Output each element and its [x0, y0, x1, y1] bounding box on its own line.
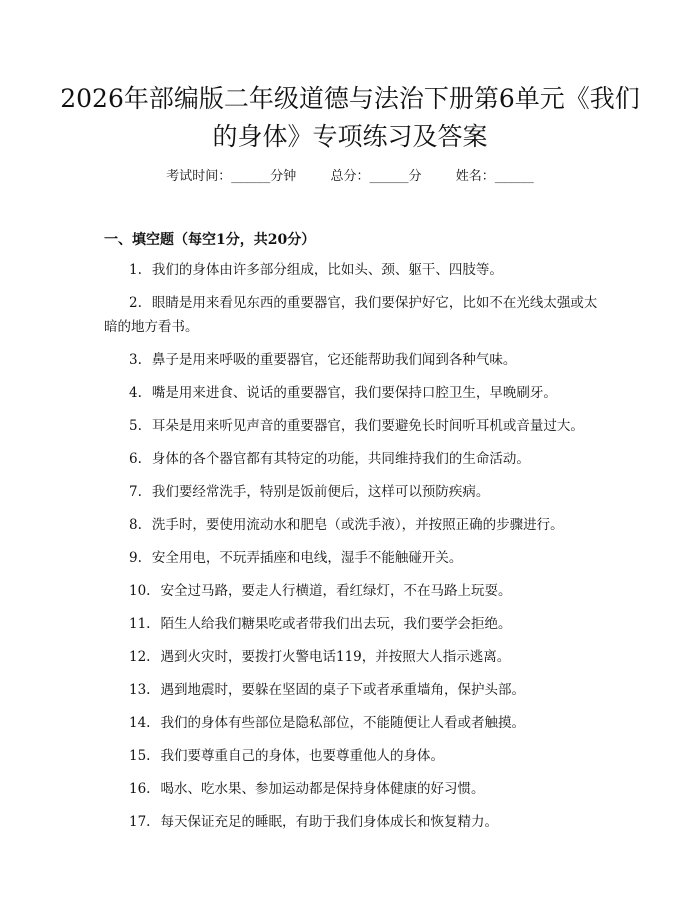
question-number: 9.: [129, 550, 142, 566]
question-number: 14.: [129, 715, 151, 731]
question-item: [104, 711, 604, 735]
question-text: 我们要经常洗手，特别是饭前便后，这样可以预防疾病。: [151, 484, 490, 500]
question-number: 3.: [129, 352, 142, 368]
question-item: [104, 612, 604, 636]
question-item: [104, 777, 604, 801]
question-text: 洗手时，要使用流动水和肥皂（或洗手液），并按照正确的步骤进行。: [151, 517, 564, 533]
question-text: 我们要尊重自己的身体，也要尊重他人的身体。: [160, 748, 444, 764]
question-text: 我们的身体有些部位是隐私部位，不能随便让人看或者触摸。: [160, 715, 525, 731]
question-number: 7.: [129, 484, 142, 500]
question-item: [104, 579, 604, 603]
question-text: 喝水、吃水果、参加运动都是保持身体健康的好习惯。: [160, 781, 485, 797]
question-text: 身体的各个器官都有其特定的功能，共同维持我们的生命活动。: [151, 451, 530, 467]
question-item: [104, 645, 604, 669]
question-item: [104, 381, 604, 405]
question-number: 4.: [129, 385, 142, 401]
question-text: 遇到火灾时，要拨打火警电话119，并按照大人指示逃离。: [160, 649, 511, 665]
question-item: [104, 546, 604, 570]
question-number: 10.: [129, 583, 151, 599]
question-number: 15.: [129, 748, 151, 764]
question-number: 16.: [129, 781, 151, 797]
question-text: 安全用电，不玩弄插座和电线，湿手不能触碰开关。: [151, 550, 463, 566]
question-number: 11.: [129, 616, 151, 632]
question-text: 我们的身体由许多部分组成，比如头、颈、躯干、四肢等。: [151, 262, 503, 278]
question-item: [104, 258, 604, 282]
question-text: 鼻子是用来呼吸的重要器官，它还能帮助我们闻到各种气味。: [151, 352, 517, 368]
question-text: 嘴是用来进食、说话的重要器官，我们要保持口腔卫生，早晚刷牙。: [151, 385, 557, 401]
document-title: 2026年部编版二年级道德与法治下册第6单元《我们的身体》专项练习及答案: [60, 84, 640, 151]
question-item: [104, 513, 604, 537]
question-list: [104, 258, 604, 843]
question-number: 1.: [129, 262, 142, 278]
question-text: 安全过马路，要走人行横道，看红绿灯，不在马路上玩耍。: [160, 583, 512, 599]
question-item: [104, 291, 604, 339]
question-number: 8.: [129, 517, 142, 533]
question-number: 13.: [129, 682, 151, 698]
section-heading: 一、填空题（每空1分，共20分）: [104, 232, 316, 248]
question-number: 17.: [129, 814, 151, 830]
question-item: [104, 480, 604, 504]
student-name-label: 姓名：______: [455, 169, 534, 184]
question-item: [104, 678, 604, 702]
question-text: 遇到地震时，要躲在坚固的桌子下或者承重墙角，保护头部。: [160, 682, 525, 698]
question-text: 陌生人给我们糖果吃或者带我们出去玩，我们要学会拒绝。: [160, 616, 512, 632]
question-number: 5.: [129, 418, 142, 434]
question-text: 每天保证充足的睡眠，有助于我们身体成长和恢复精力。: [160, 814, 498, 830]
question-item: [104, 447, 604, 471]
question-number: 6.: [129, 451, 142, 467]
exam-time-label: 考试时间：______分钟: [166, 169, 297, 184]
exam-info-line: [0, 168, 700, 186]
question-text: 眼睛是用来看见东西的重要器官，我们要保护好它，比如不在光线太强或太暗的地方看书。: [104, 295, 598, 335]
question-item: [104, 414, 604, 438]
question-number: 2.: [129, 295, 142, 311]
question-item: [104, 348, 604, 372]
total-score-label: 总分：______分: [330, 169, 422, 184]
question-text: 耳朵是用来听见声音的重要器官，我们要避免长时间听耳机或音量过大。: [151, 418, 584, 434]
question-item: [104, 810, 604, 834]
question-item: [104, 744, 604, 768]
question-number: 12.: [129, 649, 151, 665]
